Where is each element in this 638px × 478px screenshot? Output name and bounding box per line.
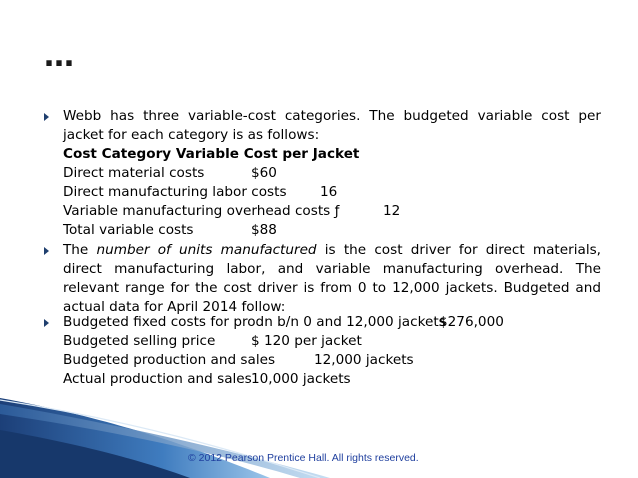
cost-row-value: 16 — [320, 184, 338, 200]
paragraph-text-start: The — [63, 242, 97, 258]
budget-row-label: Actual production and sales — [63, 371, 252, 387]
budget-row-value: $ 120 per jacket — [251, 333, 362, 349]
bullet-intro-text: Webb has three variable-cost categories. The budgeted variable cost per jacket for each category is as follows: — [63, 108, 601, 143]
bullet-arrow-icon — [44, 113, 49, 121]
copyright-footer: © 2012 Pearson Prentice Hall. All rights reserved. — [188, 452, 419, 464]
cost-row-label: Total variable costs — [63, 222, 194, 238]
cost-row — [63, 183, 601, 202]
cost-row — [63, 164, 601, 183]
budget-row-value: 10,000 jackets — [251, 371, 351, 387]
budget-row-label: Budgeted production and sales — [63, 352, 276, 368]
cost-driver-paragraph — [63, 241, 601, 317]
cost-row-value: $60 — [251, 165, 277, 181]
budget-row-value: 12,000 jackets — [314, 352, 414, 368]
slide-title: … — [44, 39, 78, 74]
budget-row — [63, 351, 601, 370]
budget-row — [63, 332, 601, 351]
bullet-arrow-icon — [44, 319, 49, 327]
cost-row-label: Variable manufacturing overhead costs ƒ — [63, 203, 340, 219]
cost-row-label: Direct material costs — [63, 165, 205, 181]
cost-row — [63, 221, 601, 240]
cost-row-value: $88 — [251, 222, 277, 238]
budget-row — [63, 313, 601, 332]
bullet-arrow-icon — [44, 247, 49, 255]
paragraph-italic-term: number of units manufactured — [96, 242, 317, 258]
budget-row — [63, 370, 601, 389]
cost-row-label: Direct manufacturing labor costs — [63, 184, 287, 200]
budget-row-label: Budgeted selling price — [63, 333, 216, 349]
paragraph-text-end: is the cost driver for direct materials, direct manufacturing labor, and variable manufacturing overhead. The relevant range for the cost driver is from 0 to 12,000 jackets. Budgeted and actual data for April 2014 follow: — [63, 242, 601, 315]
cost-row — [63, 202, 601, 221]
budget-row-label: Budgeted fixed costs for prodn b/n 0 and 12,000 jackets — [63, 314, 446, 330]
cost-row-value: 12 — [383, 203, 401, 219]
budget-row-value: $276,000 — [439, 314, 504, 330]
cost-table-header: Cost Category Variable Cost per Jacket — [63, 146, 360, 162]
